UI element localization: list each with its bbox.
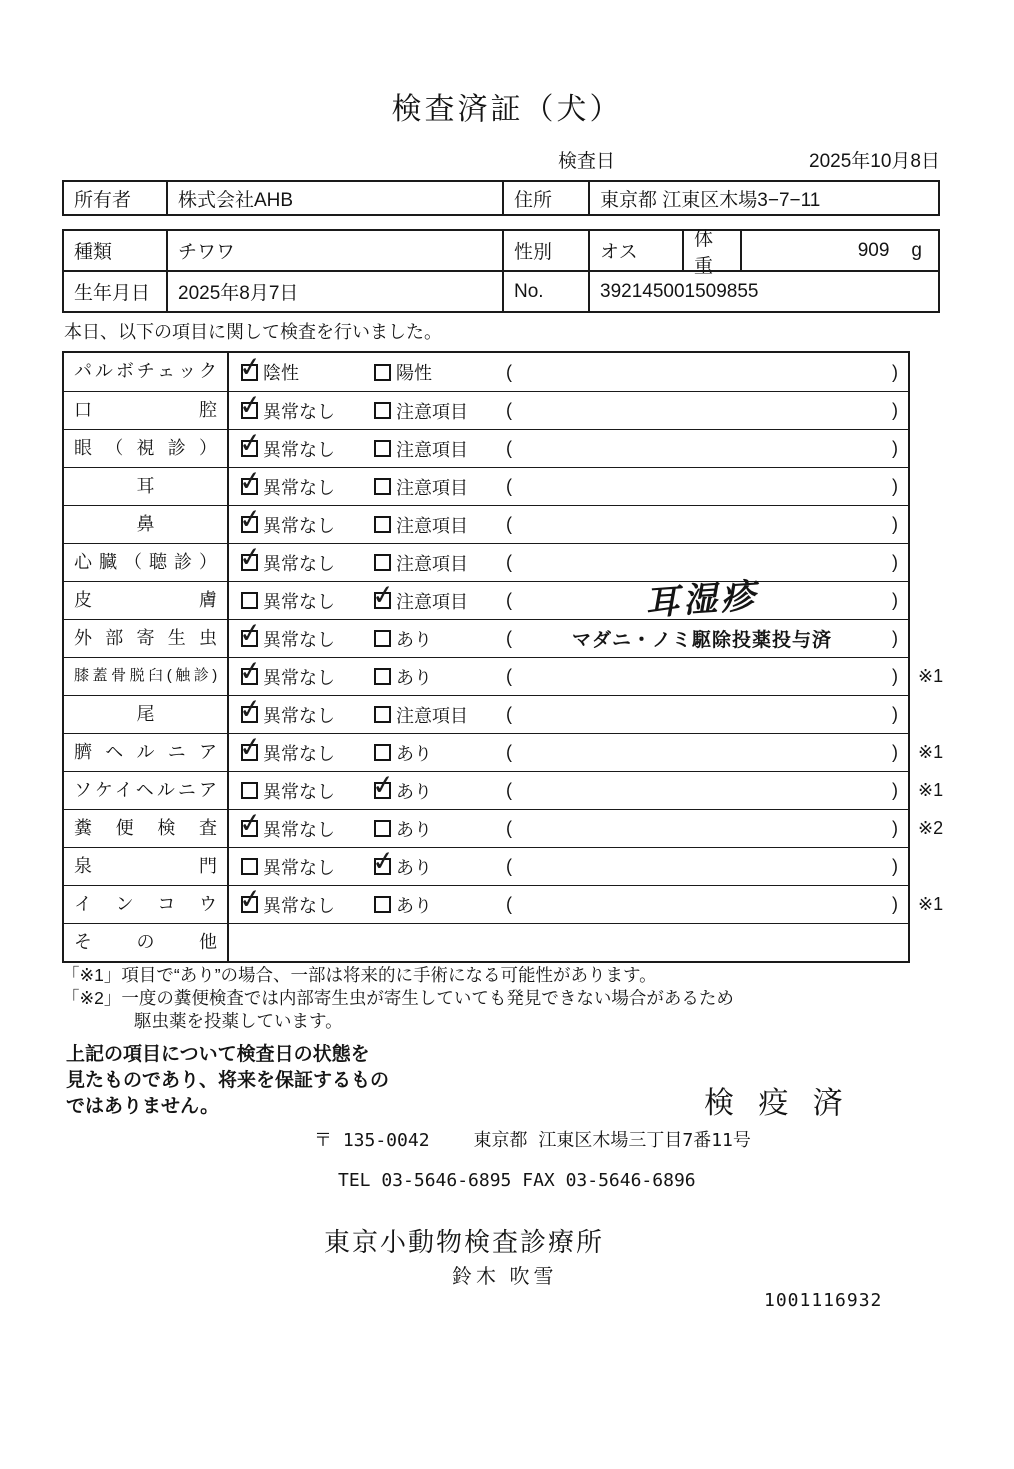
paren-close: ) bbox=[892, 856, 898, 876]
paren-open: ( bbox=[506, 552, 512, 572]
option-1 bbox=[229, 464, 362, 505]
checkbox-icon bbox=[241, 782, 258, 799]
postal-code: 〒 135-0042 bbox=[314, 1130, 430, 1151]
option-label: あり bbox=[396, 743, 432, 764]
remarks-cell bbox=[492, 430, 908, 467]
checkbox-icon bbox=[370, 578, 397, 613]
table-row bbox=[64, 654, 944, 695]
paren-open: ( bbox=[506, 590, 512, 610]
checkbox-icon bbox=[374, 402, 391, 419]
table-row bbox=[64, 923, 908, 961]
footnote-mark: ※1 bbox=[918, 894, 944, 914]
checkbox-icon bbox=[374, 440, 391, 457]
item-label: 皮膚 bbox=[64, 582, 229, 619]
checkbox-icon bbox=[374, 744, 391, 761]
checkbox-icon bbox=[374, 554, 391, 571]
option-2 bbox=[362, 734, 492, 771]
checkbox-icon bbox=[370, 768, 397, 803]
empty-cell bbox=[229, 924, 908, 961]
option-1 bbox=[229, 426, 362, 467]
birth-label: 生年月日 bbox=[64, 272, 168, 311]
option-1 bbox=[229, 882, 362, 923]
checkbox-icon bbox=[237, 540, 264, 575]
tel-fax-line: TEL 03-5646-6895 FAX 03-5646-6896 bbox=[338, 1170, 696, 1191]
option-1 bbox=[229, 582, 362, 619]
paren-open: ( bbox=[506, 856, 512, 876]
paren-open: ( bbox=[506, 780, 512, 800]
option-2 bbox=[362, 658, 492, 695]
table-row bbox=[64, 388, 908, 429]
check-mark: ✓ bbox=[237, 540, 264, 575]
remarks-cell bbox=[492, 848, 908, 885]
address-value: 東京都 江東区木場3−7−11 bbox=[600, 189, 821, 211]
intro-text: 本日、以下の項目に関して検査を行いました。 bbox=[64, 322, 442, 342]
remarks-cell bbox=[492, 696, 908, 733]
checkbox-icon bbox=[374, 668, 391, 685]
remarks-cell bbox=[492, 772, 908, 809]
option-2 bbox=[362, 544, 492, 581]
item-label: 外部寄生虫 bbox=[64, 620, 229, 657]
option-1 bbox=[229, 388, 362, 429]
table-row bbox=[64, 692, 908, 733]
option-2 bbox=[362, 886, 492, 923]
option-label: あり bbox=[396, 857, 432, 878]
option-1 bbox=[229, 692, 362, 733]
item-label: 臍ヘルニア bbox=[64, 734, 229, 771]
option-label: あり bbox=[396, 819, 432, 840]
item-label: 眼（視診） bbox=[64, 430, 229, 467]
check-mark: ✓ bbox=[237, 654, 264, 689]
option-1 bbox=[229, 616, 362, 657]
footnote-2: 「※2」一度の糞便検査では内部寄生虫が寄生していても発見できない場合があるため bbox=[62, 988, 734, 1008]
no-value: 392145001509855 bbox=[600, 280, 759, 302]
no-label: No. bbox=[504, 272, 590, 311]
footnotes bbox=[62, 964, 734, 1033]
option-label: あり bbox=[396, 895, 432, 916]
owner-label: 所有者 bbox=[64, 182, 168, 214]
table-row bbox=[64, 844, 908, 885]
option-1 bbox=[229, 540, 362, 581]
footnote-1: 「※1」項目で“あり”の場合、一部は将来的に手術になる可能性があります。 bbox=[62, 965, 657, 985]
breed-label: 種類 bbox=[64, 231, 168, 270]
option-label: 異常なし bbox=[263, 629, 335, 650]
option-2 bbox=[362, 768, 492, 809]
checkbox-icon bbox=[241, 858, 258, 875]
option-2 bbox=[362, 578, 492, 619]
check-mark: ✓ bbox=[237, 464, 264, 499]
checkbox-icon bbox=[241, 592, 258, 609]
option-label: 注意項目 bbox=[396, 439, 468, 460]
option-1 bbox=[229, 772, 362, 809]
item-label: 尾 bbox=[64, 696, 229, 733]
option-label: あり bbox=[396, 629, 432, 650]
paren-close: ) bbox=[892, 438, 898, 458]
paren-close: ) bbox=[892, 514, 898, 534]
check-mark: ✓ bbox=[237, 730, 264, 765]
table-row bbox=[64, 350, 908, 391]
item-label: 耳 bbox=[64, 468, 229, 505]
table-row bbox=[64, 730, 944, 771]
item-label: 膝蓋骨脱臼(触診) bbox=[64, 658, 229, 695]
paren-open: ( bbox=[506, 514, 512, 534]
paren-close: ) bbox=[892, 400, 898, 420]
option-label: あり bbox=[396, 667, 432, 688]
checkbox-icon bbox=[237, 426, 264, 461]
sex-value: オス bbox=[590, 231, 684, 270]
pet-row-birth bbox=[64, 270, 938, 311]
option-label: 陰性 bbox=[263, 363, 299, 383]
option-label: 異常なし bbox=[263, 667, 335, 688]
check-mark: ✓ bbox=[370, 768, 397, 803]
table-row bbox=[64, 616, 908, 657]
paren-open: ( bbox=[506, 818, 512, 838]
paren-close: ) bbox=[892, 818, 898, 838]
option-2 bbox=[362, 430, 492, 467]
checkbox-icon bbox=[374, 820, 391, 837]
option-2 bbox=[362, 392, 492, 429]
weight-value-cell bbox=[742, 231, 938, 270]
remarks-cell bbox=[492, 734, 908, 771]
table-row bbox=[64, 426, 908, 467]
checkbox-icon bbox=[237, 616, 264, 651]
table-row bbox=[64, 502, 908, 543]
option-label: 注意項目 bbox=[396, 705, 468, 726]
check-mark: ✓ bbox=[237, 388, 264, 423]
checkbox-icon bbox=[374, 516, 391, 533]
option-label: 異常なし bbox=[263, 477, 335, 498]
option-2 bbox=[362, 844, 492, 885]
table-row bbox=[64, 806, 944, 847]
paren-close: ) bbox=[892, 476, 898, 496]
checkbox-icon bbox=[237, 692, 264, 727]
option-label: 異常なし bbox=[263, 705, 335, 726]
checkbox-icon bbox=[237, 730, 264, 765]
paren-close: ) bbox=[892, 361, 898, 382]
remarks-cell bbox=[492, 392, 908, 429]
table-row bbox=[64, 882, 944, 923]
birth-value: 2025年8月7日 bbox=[168, 272, 504, 311]
option-label: 注意項目 bbox=[396, 515, 468, 536]
checklist-table bbox=[62, 350, 944, 963]
paren-close: ) bbox=[892, 590, 898, 610]
remarks-cell bbox=[492, 468, 908, 505]
remarks-cell bbox=[492, 353, 908, 391]
footnote-mark: ※1 bbox=[918, 666, 944, 686]
item-label: インコウ bbox=[64, 886, 229, 923]
paren-open: ( bbox=[506, 704, 512, 724]
remarks-cell bbox=[492, 506, 908, 543]
inspection-date-line bbox=[558, 146, 940, 173]
item-label: ソケイヘルニア bbox=[64, 772, 229, 809]
option-1 bbox=[229, 502, 362, 543]
paren-open: ( bbox=[506, 438, 512, 458]
quarantine-stamp: 検 疫 済 bbox=[704, 1087, 851, 1120]
paren-close: ) bbox=[892, 552, 898, 572]
paren-close: ) bbox=[892, 780, 898, 800]
option-label: 注意項目 bbox=[396, 591, 468, 612]
option-label: 異常なし bbox=[263, 895, 335, 916]
option-2 bbox=[362, 810, 492, 847]
paren-open: ( bbox=[506, 742, 512, 762]
disclaimer bbox=[66, 1042, 389, 1120]
checkbox-icon bbox=[237, 388, 264, 423]
option-label: 異常なし bbox=[263, 743, 335, 764]
paren-open: ( bbox=[506, 894, 512, 914]
check-mark: ✓ bbox=[237, 616, 264, 651]
checkbox-icon bbox=[374, 364, 391, 381]
table-row bbox=[64, 464, 908, 505]
checkbox-icon bbox=[237, 350, 264, 384]
paren-close: ) bbox=[892, 742, 898, 762]
option-2 bbox=[362, 353, 492, 391]
option-1 bbox=[229, 730, 362, 771]
option-label: 異常なし bbox=[263, 439, 335, 460]
remarks-cell bbox=[492, 658, 908, 695]
item-label: 泉門 bbox=[64, 848, 229, 885]
footnote-mark: ※1 bbox=[918, 742, 944, 762]
weight-label: 体重 bbox=[684, 231, 742, 270]
checkbox-icon bbox=[237, 464, 264, 499]
owner-value: 株式会社AHB bbox=[168, 182, 504, 214]
pet-row-breed bbox=[64, 228, 938, 277]
item-label: 口腔 bbox=[64, 392, 229, 429]
clinic-address-line bbox=[314, 1126, 751, 1152]
option-label: 異常なし bbox=[263, 553, 335, 574]
breed-value: チワワ bbox=[168, 231, 504, 270]
option-1 bbox=[229, 848, 362, 885]
handwritten-remark: 耳湿疹 bbox=[643, 578, 761, 623]
serial-number: 1001116932 bbox=[764, 1290, 883, 1311]
option-label: 異常なし bbox=[263, 401, 335, 422]
option-label: 異常なし bbox=[263, 857, 335, 878]
veterinarian-name: 鈴木 吹雪 bbox=[452, 1266, 558, 1288]
item-label: 鼻 bbox=[64, 506, 229, 543]
option-2 bbox=[362, 506, 492, 543]
check-mark: ✓ bbox=[370, 844, 397, 879]
remark-text: マダニ・ノミ駆除投薬投与済 bbox=[571, 630, 832, 651]
check-mark: ✓ bbox=[237, 806, 264, 841]
remarks-cell bbox=[492, 810, 908, 847]
inspection-date-value: 2025年10月8日 bbox=[809, 151, 940, 172]
owner-table bbox=[62, 180, 940, 216]
item-label: 心臓（聴診） bbox=[64, 544, 229, 581]
option-label: 異常なし bbox=[263, 591, 335, 612]
check-mark: ✓ bbox=[237, 426, 264, 461]
inspection-date-label: 検査日 bbox=[558, 151, 616, 172]
footnote-mark: ※1 bbox=[918, 780, 944, 800]
checkbox-icon bbox=[374, 896, 391, 913]
item-label: 糞便検査 bbox=[64, 810, 229, 847]
option-label: あり bbox=[396, 781, 432, 802]
table-row bbox=[64, 768, 944, 809]
option-label: 注意項目 bbox=[396, 477, 468, 498]
footnote-mark: ※2 bbox=[918, 818, 944, 838]
paren-open: ( bbox=[506, 476, 512, 496]
item-label: その他 bbox=[64, 924, 229, 961]
checkbox-icon bbox=[237, 806, 264, 841]
check-mark: ✓ bbox=[237, 692, 264, 727]
checkbox-icon bbox=[374, 706, 391, 723]
footnote-2-cont: 駆虫薬を投薬しています。 bbox=[134, 1011, 343, 1031]
remarks-cell bbox=[492, 886, 908, 923]
paren-close: ) bbox=[892, 894, 898, 914]
check-mark: ✓ bbox=[370, 578, 397, 613]
clinic-street-address: 東京都 江東区木場三丁目7番11号 bbox=[473, 1130, 751, 1151]
item-label: パルボチェック bbox=[64, 353, 229, 391]
disclaimer-line-2: 見たものであり、将来を保証するもの bbox=[66, 1070, 390, 1091]
paren-open: ( bbox=[506, 400, 512, 420]
checkbox-icon bbox=[370, 844, 397, 879]
check-mark: ✓ bbox=[237, 882, 264, 917]
option-label: 異常なし bbox=[263, 781, 335, 802]
option-label: 異常なし bbox=[263, 515, 335, 536]
paren-open: ( bbox=[506, 361, 512, 382]
checkbox-icon bbox=[374, 478, 391, 495]
sex-label: 性別 bbox=[504, 231, 590, 270]
option-2 bbox=[362, 696, 492, 733]
checkbox-icon bbox=[237, 654, 264, 689]
paren-open: ( bbox=[506, 628, 512, 648]
check-mark: ✓ bbox=[237, 502, 264, 537]
option-label: 異常なし bbox=[263, 819, 335, 840]
paren-close: ) bbox=[892, 704, 898, 724]
remarks-cell bbox=[492, 578, 908, 623]
paren-open: ( bbox=[506, 666, 512, 686]
checkbox-icon bbox=[237, 882, 264, 917]
paren-close: ) bbox=[892, 628, 898, 648]
page-title: 検査済証（犬） bbox=[391, 93, 623, 126]
option-1 bbox=[229, 350, 362, 391]
option-label: 陽性 bbox=[396, 363, 432, 383]
option-label: 注意項目 bbox=[396, 553, 468, 574]
option-1 bbox=[229, 806, 362, 847]
option-1 bbox=[229, 654, 362, 695]
weight-unit: g bbox=[911, 239, 922, 261]
option-2 bbox=[362, 468, 492, 505]
remarks-cell bbox=[492, 620, 908, 657]
checkbox-icon bbox=[374, 630, 391, 647]
pet-table bbox=[62, 229, 940, 313]
check-mark: ✓ bbox=[237, 350, 264, 384]
disclaimer-line-3: ではありません。 bbox=[66, 1096, 220, 1117]
weight-value: 909 bbox=[857, 239, 890, 261]
disclaimer-line-1: 上記の項目について検査日の状態を bbox=[66, 1044, 370, 1065]
option-label: 注意項目 bbox=[396, 401, 468, 422]
checkbox-icon bbox=[237, 502, 264, 537]
clinic-name: 東京小動物検査診療所 bbox=[324, 1227, 605, 1257]
paren-close: ) bbox=[892, 666, 898, 686]
option-2 bbox=[362, 620, 492, 657]
table-row bbox=[64, 578, 908, 623]
address-label: 住所 bbox=[504, 182, 590, 214]
